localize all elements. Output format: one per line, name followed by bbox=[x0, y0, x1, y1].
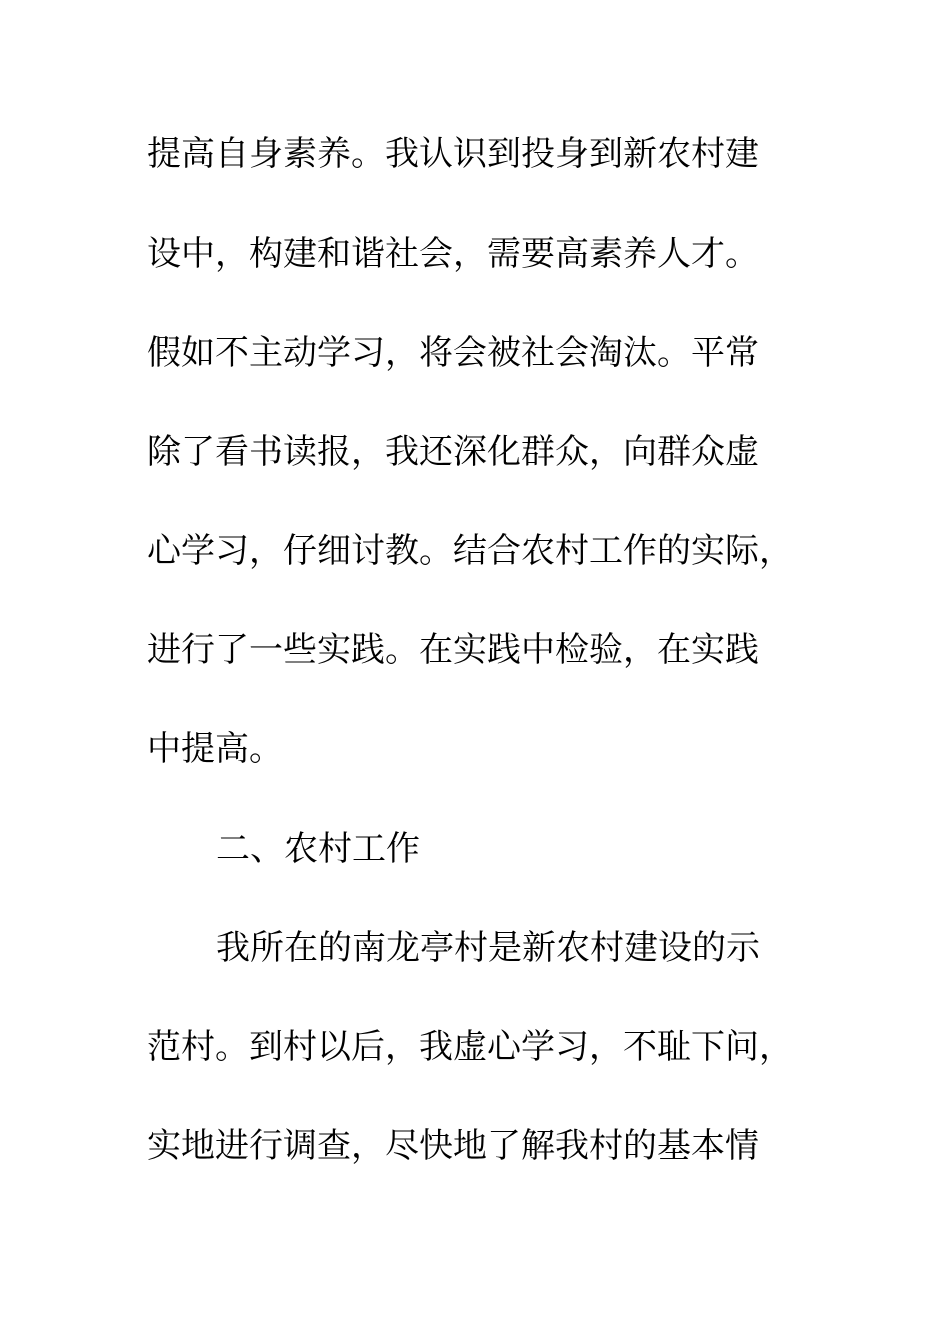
paragraph-line: 心学习，仔细讨教。结合农村工作的实际， bbox=[147, 531, 793, 571]
paragraph-line: 设中，构建和谐社会，需要高素养人才。 bbox=[147, 234, 759, 274]
paragraph-line: 实地进行调查，尽快地了解我村的基本情 bbox=[147, 1126, 759, 1166]
paragraph-line: 除了看书读报，我还深化群众，向群众虚 bbox=[147, 432, 759, 472]
paragraph-line: 范村。到村以后，我虚心学习，不耻下问， bbox=[147, 1027, 793, 1067]
paragraph-line: 假如不主动学习，将会被社会淘汰。平常 bbox=[147, 333, 759, 373]
paragraph-line: 提高自身素养。我认识到投身到新农村建 bbox=[147, 134, 759, 174]
paragraph-line: 我所在的南龙亭村是新农村建设的示 bbox=[216, 928, 760, 968]
paragraph-line: 中提高。 bbox=[147, 729, 283, 769]
paragraph-line: 进行了一些实践。在实践中检验，在实践 bbox=[147, 630, 759, 670]
section-heading: 二、农村工作 bbox=[216, 829, 420, 869]
